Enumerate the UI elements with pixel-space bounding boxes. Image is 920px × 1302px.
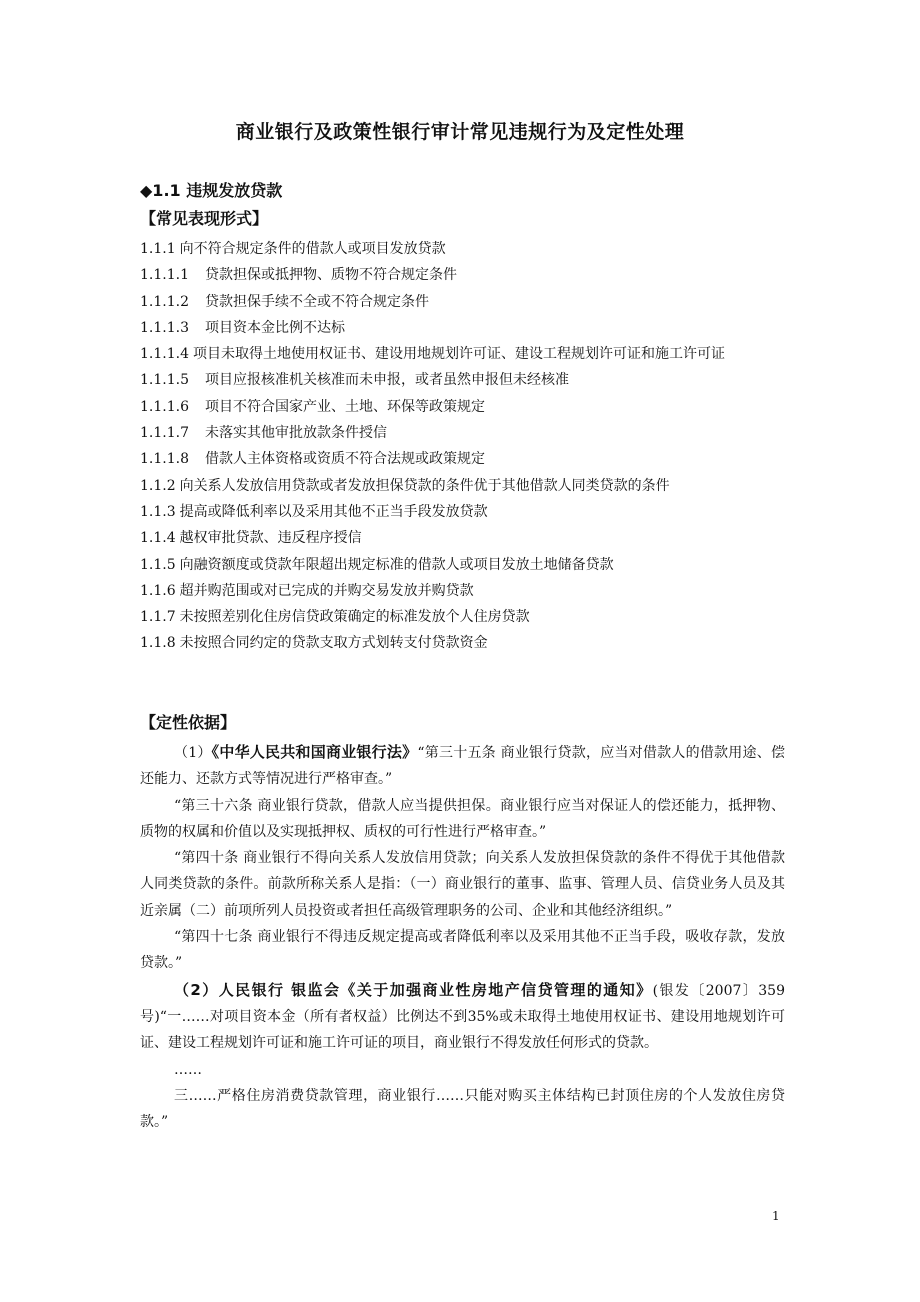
basis-paragraph: “第四十七条 商业银行不得违反规定提高或者降低利率以及采用其他不正当手段，吸收存款，发放贷款。” [140, 929, 785, 972]
basis-body [140, 739, 785, 1135]
forms-heading: 【常见表现形式】 [140, 209, 269, 228]
list-item: 1.1.1 向不符合规定条件的借款人或项目发放贷款 [140, 241, 446, 257]
document-title: 商业银行及政策性银行审计常见违规行为及定性处理 [235, 121, 685, 143]
list-item: 1.1.7 未按照差别化住房信贷政策确定的标准发放个人住房贷款 [140, 609, 530, 626]
basis-paragraph: 三……严格住房消费贷款管理，商业银行……只能对购买主体结构已封顶住房的个人发放住房贷款。” [140, 1087, 785, 1131]
list-item: 1.1.6 超并购范围或对已完成的并购交易发放并购贷款 [140, 582, 474, 599]
list-item: 1.1.1.4 项目未取得土地使用权证书、建设用地规划许可证、建设工程规划许可证和施工许可证 [140, 346, 725, 363]
page-number: 1 [772, 1209, 780, 1223]
list-item: 1.1.1.8 借款人主体资格或资质不符合法规或政策规定 [140, 451, 485, 468]
list-item: 1.1.1.6 项目不符合国家产业、土地、环保等政策规定 [140, 398, 485, 415]
section-heading: ◆1.1 违规发放贷款 [140, 181, 283, 200]
list-item: 1.1.1.5 项目应报核准机关核准而未申报，或者虽然申报但未经核准 [140, 372, 569, 389]
basis-paragraph: “第四十条 商业银行不得向关系人发放信用贷款；向关系人发放担保贷款的条件不得优于其他借款人同类贷款的条件。前款所称关系人是指：（一）商业银行的董事、监事、管理人员、信贷业务人员及其近亲属（二）前项所列人员投资或者担任高级管理职务的公司、企业和其他经济组织。” [140, 850, 785, 919]
list-item: 1.1.1.2 贷款担保手续不全或不符合规定条件 [140, 293, 429, 310]
list-item: 1.1.1.7 未落实其他审批放款条件授信 [140, 425, 387, 442]
notice-reference: （2）人民银行 银监会《关于加强商业性房地产信贷管理的通知》 [174, 980, 653, 999]
list-item: 1.1.4 越权审批贷款、违反程序授信 [140, 530, 362, 547]
basis-paragraph: “第三十六条 商业银行贷款，借款人应当提供担保。商业银行应当对保证人的偿还能力，抵押物、质物的权属和价值以及实现抵押权、质权的可行性进行严格审查。” [140, 797, 785, 840]
list-item: 1.1.2 向关系人发放信用贷款或者发放担保贷款的条件优于其他借款人同类贷款的条件 [140, 477, 670, 494]
list-item: 1.1.3 提高或降低利率以及采用其他不正当手段发放贷款 [140, 503, 488, 520]
basis-paragraph: …… [174, 1061, 202, 1078]
law-reference: 《中华人民共和国商业银行法》 [211, 743, 418, 761]
basis-paragraph: （1）《中华人民共和国商业银行法》“第三十五条 商业银行贷款，应当对借款人的借款用途、偿还能力、还款方式等情况进行严格审查。” [140, 743, 785, 788]
list-item: 1.1.5 向融资额度或贷款年限超出规定标准的借款人或项目发放土地储备贷款 [140, 556, 614, 573]
basis-paragraph: （2）人民银行 银监会《关于加强商业性房地产信贷管理的通知》(银发〔2007〕359号)“一……对项目资本金（所有者权益）比例达不到35%或未取得土地使用权证书、建设用地规划许可证、建设工程规划许可证和施工许可证的项目，商业银行不得发放任何形式的贷款。 [140, 980, 785, 1052]
list-item: 1.1.8 未按照合同约定的贷款支取方式划转支付贷款资金 [140, 635, 488, 652]
violation-list [140, 236, 785, 657]
list-item: 1.1.1.3 项目资本金比例不达标 [140, 319, 345, 336]
list-item: 1.1.1.1 贷款担保或抵押物、质物不符合规定条件 [140, 267, 457, 284]
basis-heading: 【定性依据】 [140, 713, 237, 732]
